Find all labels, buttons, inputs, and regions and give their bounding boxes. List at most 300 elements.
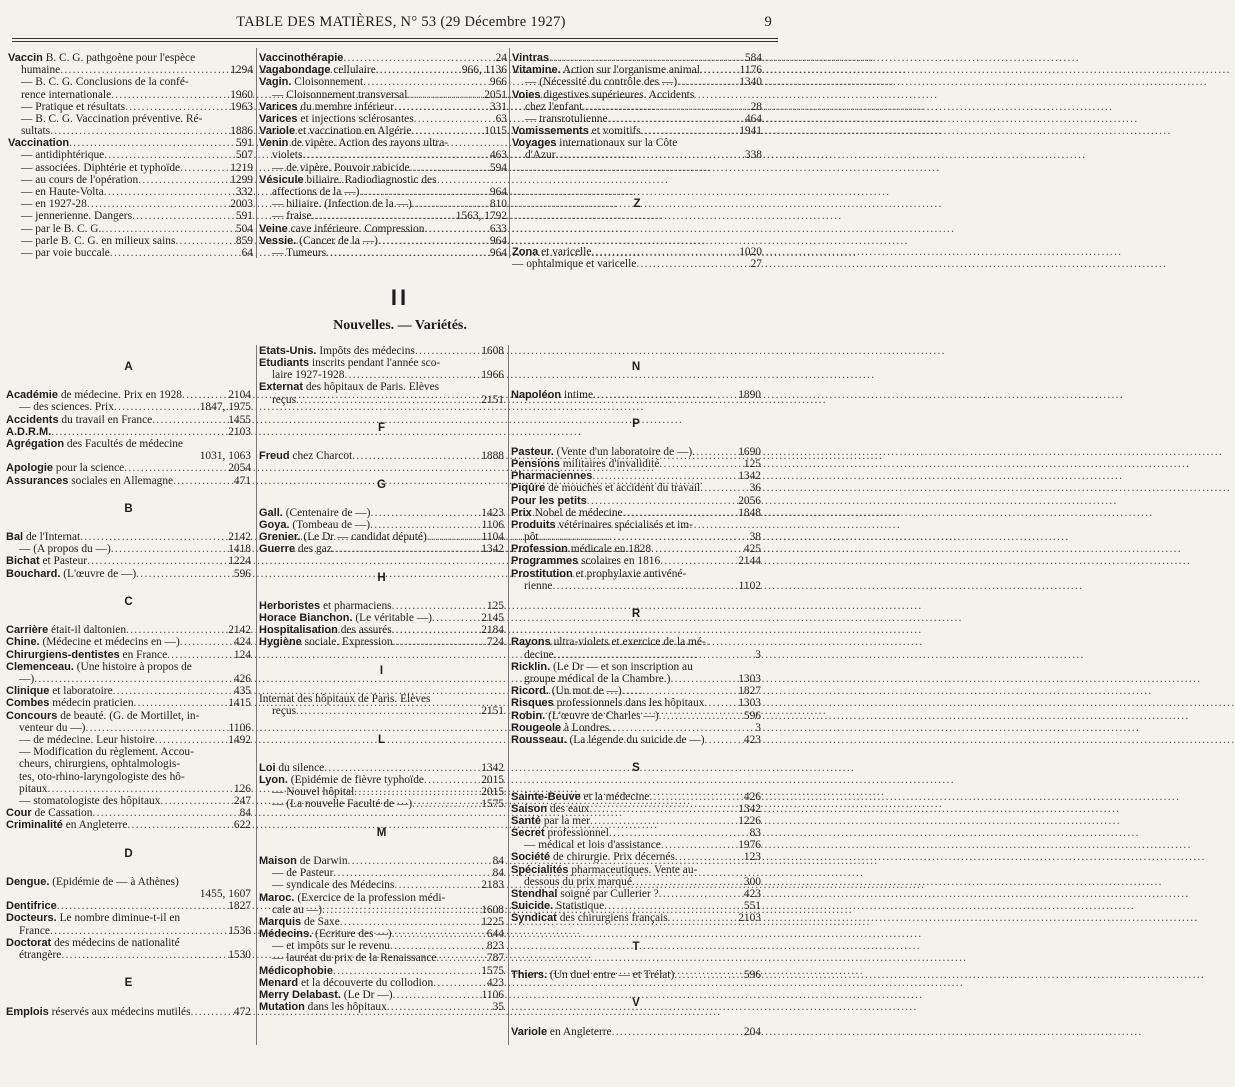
index-entry [259,223,507,235]
entry-keyword: Dengue. [6,875,50,888]
index-entry [6,900,251,912]
entry-text [511,495,587,507]
entry-description: Cloisonnement [291,76,364,89]
entry-text [259,235,378,247]
page-reference: 426 [743,790,761,803]
page-reference: 1342 [481,543,504,556]
leader-dots [180,636,232,648]
page-reference: 472 [233,1005,251,1018]
page-reference: 2015 [481,774,504,786]
index-entry [259,89,507,101]
entry-text [524,839,661,851]
page-reference: 644 [486,928,504,941]
entry-description: — et impôts sur le revenu [272,940,390,953]
entry-text [259,345,415,357]
entry-keyword: Robin. [511,709,546,722]
leader-dots [324,762,479,774]
leader-dots [155,734,227,746]
index-entry [8,235,253,247]
entry-text [6,649,167,661]
entry-keyword: Syndicat [511,912,557,925]
entry-text [21,174,138,186]
entry-keyword: Venin [259,137,289,150]
leader-dots [57,900,226,912]
index-entry [259,450,504,462]
entry-description: pitaux [19,782,48,795]
index-entry [259,162,507,174]
entry-keyword: Piqûre [511,482,546,495]
index-entry [512,125,762,137]
leader-dots [344,369,479,381]
page-reference: 1224 [228,555,251,568]
entry-description: (Centenaire de —) [282,506,371,519]
index-entry [511,389,761,401]
page-reference: 596 [743,969,761,981]
entry-description: des hôpitaux de Paris. Elèves [303,381,440,394]
leader-dots [51,426,226,438]
leader-dots [340,916,479,928]
index-entry [6,746,251,758]
entry-text [525,149,556,161]
header-rule-2 [12,41,778,42]
entry-keyword: Programmes [511,555,579,568]
entry-description: 1455, 1607 [199,888,251,901]
index-entry [511,791,761,803]
entry-text [512,125,641,137]
leader-dots [302,149,488,161]
entry-text [259,1001,387,1013]
entry-text [19,673,34,685]
index-entry [259,774,504,786]
index-entry [6,759,251,771]
page-reference: 435 [233,685,251,698]
leader-dots [432,612,479,624]
leader-dots [348,855,491,867]
index-letter-heading: S [632,762,640,775]
section-title: Nouvelles. — Variétés. [333,318,467,333]
leader-dots [136,568,232,580]
entry-description: de Darwin [296,854,348,867]
index-entry [512,76,762,88]
page-reference: 35 [492,1001,504,1014]
entry-text [511,888,659,900]
leader-dots [587,495,736,507]
leader-dots [80,531,226,543]
page-reference: 1106 [481,518,504,531]
page-reference: 125 [743,457,761,470]
page-reference: 1536 [228,924,251,937]
entry-description: (Le Dr — candidat député) [300,531,427,544]
index-entry [259,624,504,636]
leader-dots [636,258,748,270]
index-entry [511,556,761,568]
leader-dots [412,198,488,210]
entry-description: laire 1927-1928 [272,369,345,382]
entry-keyword: Académie [6,389,58,402]
entry-text [525,76,677,88]
entry-description: — Modification du règlement. Accou- [19,746,194,759]
page-number: 9 [764,14,772,30]
leader-dots [436,952,484,964]
entry-description: internationaux sur la Côte [556,137,678,150]
page-reference: 123 [743,851,761,864]
index-letter-heading: R [631,608,641,621]
page-reference: 300 [743,875,761,888]
index-entry [6,624,251,636]
entry-text [19,949,61,961]
index-entry [259,892,504,904]
entry-keyword: Horace Bianchon. [259,612,353,625]
index-entry [8,247,253,259]
entry-text [21,113,202,125]
entry-description: Statistique [553,900,605,913]
page-reference: 2054 [228,462,251,475]
leader-dots [670,673,736,685]
index-entry [6,819,251,831]
index-entry [6,475,251,487]
index-entry [511,913,761,925]
page-reference: 1418 [228,543,251,556]
leader-dots [411,125,482,137]
entry-keyword: Rayons [511,636,551,649]
entry-keyword: Zona [512,245,539,258]
index-entry [511,876,761,888]
entry-text [259,543,332,555]
entry-keyword: Risques [511,697,554,710]
entry-description: (Exercice de la profession médi- [294,891,446,904]
entry-description: — ophtalmique et varicelle [512,258,637,271]
entry-text [259,989,393,1001]
leader-dots [132,210,234,222]
index-entry [6,783,251,795]
entry-text [6,819,127,831]
entry-description: — Nouvel hôpital [272,786,355,799]
entry-text [21,210,132,222]
entry-description: et la médecine [580,790,650,803]
page-reference: 1563, 1792 [455,210,507,223]
page-reference: 2142 [228,624,251,637]
entry-keyword: Spécialités [511,863,569,876]
index-entry [259,953,504,965]
page-reference: 1303 [738,673,761,685]
entry-text [272,879,394,891]
entry-text [272,705,296,717]
index-entry [259,786,504,798]
leader-dots [114,401,198,413]
entry-text [259,531,427,543]
index-column-bottom-2 [259,345,504,1014]
entry-keyword: Vaccinothérapie [259,51,344,64]
index-letter-heading: M [376,826,387,839]
entry-keyword: Lyon. [259,774,288,786]
leader-dots [424,774,479,786]
leader-dots [111,89,228,101]
leader-dots [370,507,479,519]
entry-text [511,1026,612,1038]
leader-dots [700,64,738,76]
entry-keyword: Veine [259,222,288,235]
entry-keyword: Loi [259,761,276,774]
leader-dots [539,531,748,543]
entry-text [6,636,180,648]
index-column-top-3 [512,52,762,270]
page-reference: 471 [233,474,251,487]
entry-keyword: Vintras [512,51,550,64]
index-entry [259,357,504,369]
leader-dots [410,162,488,174]
entry-description: de l'Internat [23,531,81,544]
index-entry [6,913,251,925]
entry-keyword: Assurances [6,474,69,487]
index-entry [259,198,507,210]
index-entry [8,125,253,137]
entry-text [259,762,324,774]
page-reference: 36 [749,482,761,495]
leader-dots [660,555,736,567]
index-entry [6,722,251,734]
entry-text [259,507,370,519]
index-entry [6,661,251,673]
entry-keyword: Criminalité [6,819,63,832]
entry-description: violets [272,149,303,162]
entry-description: cellulaire [330,64,376,77]
entry-text [524,673,670,685]
leader-dots [101,223,234,235]
index-entry [6,568,251,580]
leader-dots [191,1006,232,1018]
leader-dots [556,149,743,161]
entry-keyword: Médecins. [259,928,313,941]
page-reference: 596 [743,709,761,722]
entry-keyword: Pour les petits [511,494,587,507]
leader-dots [651,543,742,555]
entry-description: (Epidémie de — à Athènes) [49,875,179,888]
index-entry [259,612,504,624]
entry-description: — antidiphtérique [21,149,105,162]
leader-dots [394,879,479,891]
entry-description: — fraise [272,210,312,223]
page-reference: 84 [492,867,504,880]
entry-keyword: Vagin. [259,76,292,89]
entry-text [525,113,608,125]
entry-keyword: Pharmaciennes [511,470,593,483]
page-reference: 331 [489,100,507,113]
index-entry [8,198,253,210]
entry-keyword: Emplois [6,1005,49,1018]
entry-description: de chirurgie. Prix décernés [550,851,675,864]
entry-text [19,543,111,555]
page-reference: 124 [233,648,251,661]
entry-text [21,76,189,88]
index-column-bottom-3 [511,345,761,1038]
entry-keyword: Clinique [6,685,50,698]
entry-text [6,876,179,888]
index-entry [259,137,507,149]
entry-keyword: Ricord. [511,685,549,698]
index-entry [511,1026,761,1038]
leader-dots [326,247,488,259]
leader-dots [167,649,232,661]
leader-dots [378,235,488,247]
entry-keyword: Menard [259,976,299,989]
index-entry [6,771,251,783]
page-reference: 1848 [738,506,761,519]
page-reference: 1963 [230,100,253,113]
leader-dots [674,969,742,981]
index-entry [259,989,504,1001]
entry-keyword: Apologie [6,462,54,475]
leader-dots [609,722,753,734]
entry-description: dessous du prix marqué [524,875,632,888]
entry-keyword: Profession [511,543,568,556]
entry-text [272,394,296,406]
index-entry [511,458,761,470]
entry-description: étrangère [19,948,62,961]
leader-dots [549,52,743,64]
page-reference: 1340 [739,76,762,89]
entry-text [272,369,344,381]
entry-description: — Cloisonnement transversal [272,88,408,101]
index-entry [259,174,507,186]
entry-description: rienne [524,579,553,592]
entry-keyword: Rousseau. [511,733,567,746]
entry-text [511,543,651,555]
index-entry [259,880,504,892]
index-entry [511,698,761,710]
page-reference: 247 [233,794,251,807]
page-reference: 1575 [481,964,504,977]
index-entry [511,446,761,458]
entry-text [511,458,659,470]
entry-keyword: Vaccin [8,51,43,64]
leader-dots [659,888,742,900]
entry-text [272,247,326,259]
leader-dots [47,783,231,795]
entry-text [21,101,125,113]
page-reference: 463 [489,149,507,162]
page-reference: 1455 [228,413,251,426]
index-letter-heading: L [377,733,386,746]
page-header [12,14,790,36]
entry-keyword: Marquis [259,915,302,928]
index-entry [6,685,251,697]
entry-description: — des sciences. Prix [19,401,114,414]
leader-dots [296,394,479,406]
leader-dots [612,1026,742,1038]
leader-dots [296,705,479,717]
page-reference: 1827 [228,900,251,913]
page-reference: 2142 [228,531,251,544]
entry-description: — par voie buccale [21,246,110,259]
entry-keyword: Varices [259,112,298,125]
index-entry [6,734,251,746]
entry-text [511,507,623,519]
index-entry [511,900,761,912]
entry-keyword: Ricklin. [511,660,551,673]
leader-dots [659,458,742,470]
entry-text [272,904,322,916]
index-entry [259,904,504,916]
page-reference: 28 [750,100,762,113]
page-reference: 38 [749,531,761,544]
page-reference: 2104 [228,389,251,402]
index-letter-heading: B [124,502,133,515]
entry-text [512,258,636,270]
entry-keyword: Concours [6,709,58,722]
entry-text [511,697,704,709]
leader-dots [427,531,480,543]
page-reference: 63 [495,112,507,125]
entry-description: reçus [272,705,297,718]
entry-description: inscrits pendant l'année sco- [309,356,441,369]
entry-description: (Epidémie de fièvre typhoïde [287,774,424,786]
entry-text [259,381,439,393]
entry-keyword: Vomissements [512,125,589,138]
entry-text [511,864,697,876]
leader-dots [407,89,482,101]
entry-description: — par le B. C. G. [21,222,102,235]
page-reference: 2151 [481,705,504,718]
entry-description: de vipère. Action des rayons ultra- [288,137,449,150]
leader-dots [50,125,228,137]
entry-keyword: Docteurs. [6,912,57,925]
page-reference: 1299 [230,173,253,186]
page-reference: 504 [235,222,253,235]
page-reference: 859 [235,234,253,247]
leader-dots [632,876,742,888]
index-entry [511,483,761,495]
entry-description: et varicelle [538,245,592,258]
entry-text [511,519,693,531]
page-reference: 1888 [481,450,504,463]
entry-text [272,162,410,174]
index-entry [511,864,761,876]
entry-description: (L'œuvre de —) [60,567,137,580]
index-entry [511,661,761,673]
entry-keyword: Hospitalisation [259,624,338,637]
index-entry [259,150,507,162]
page-reference: 1020 [739,245,762,258]
leader-dots [127,819,232,831]
index-entry [8,137,253,149]
page-reference: 64 [241,246,253,259]
entry-keyword: Vessie. [259,234,297,247]
entry-keyword: Etats-Unis. [259,344,317,357]
entry-description: du membre inférieur [297,100,395,113]
index-entry [6,426,251,438]
entry-text [200,450,251,462]
entry-text [524,649,554,661]
index-letter-heading: G [377,478,386,491]
entry-keyword: Vitamine. [512,64,561,77]
index-entry [259,799,504,811]
page-reference: 126 [233,782,251,795]
entry-description: ultra-violets et exercice de la mé- [550,636,706,649]
leader-dots [111,543,226,555]
entry-description: réservés aux médecins mutilés [48,1005,191,1018]
leader-dots [609,827,748,839]
index-entry [511,507,761,519]
entry-description: — (A propos du —) [19,543,111,556]
entry-description: — B. C. G. Conclusions de la confé- [21,76,189,89]
entry-text [21,198,87,210]
entry-text [259,357,440,369]
entry-text [6,1006,191,1018]
page-reference: 84 [492,854,504,867]
entry-description: scolaires en 1816 [578,555,661,568]
entry-keyword: Bichat [6,555,40,568]
leader-dots [333,867,490,879]
